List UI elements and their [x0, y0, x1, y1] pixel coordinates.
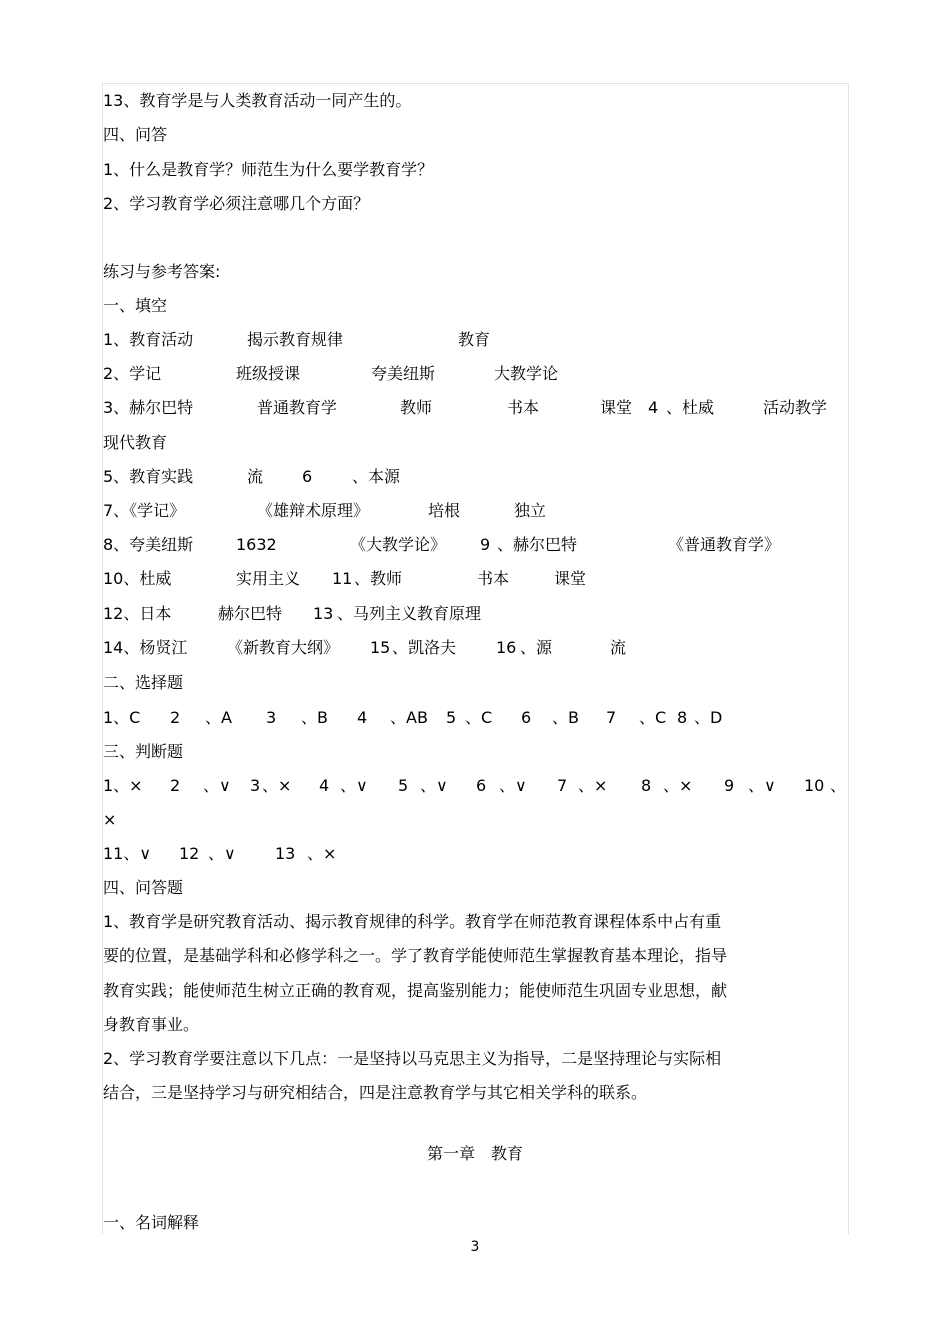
- qa-question-2: 2、学习教育学必须注意哪几个方面？: [103, 194, 370, 213]
- fill-item: 2、学记: [103, 364, 162, 383]
- judge-item: 、∨: [208, 844, 236, 863]
- fill-item: 、本源: [352, 467, 401, 486]
- judge-item: 、: [830, 776, 847, 795]
- fill-heading: 一、填空: [103, 296, 168, 315]
- qa-answer-paragraph-1: 教育实践；能使师范生树立正确的教育观，提高鉴别能力；能使师范生巩固专业思想，献: [103, 981, 728, 1000]
- qa-answer-paragraph-1: 要的位置，是基础学科和必修学科之一。学了教育学能使师范生掌握教育基本理论，指导: [103, 946, 728, 965]
- judge-item: 、×: [663, 776, 693, 795]
- choice-item: 、C: [465, 708, 493, 727]
- judge-item: 、∨: [420, 776, 448, 795]
- fill-item: 12、日本: [103, 604, 172, 623]
- fill-item: 、马列主义教育原理: [337, 604, 482, 623]
- qa-question-1: 1、什么是教育学？师范生为什么要学教育学？: [103, 160, 434, 179]
- judge-item: 5: [398, 776, 409, 795]
- fill-item: 、杜威: [666, 398, 715, 417]
- fill-item: 《雄辩术原理》: [257, 501, 370, 520]
- judge-item: 、×: [307, 844, 337, 863]
- choice-heading: 二、选择题: [103, 673, 184, 692]
- fill-item: 课堂: [600, 398, 633, 417]
- fill-item: 流: [247, 467, 264, 486]
- qa-answer-paragraph-2: 结合，三是坚持学习与研究相结合，四是注意教育学与其它相关学科的联系。: [103, 1083, 648, 1102]
- fill-item: 班级授课: [236, 364, 301, 383]
- fill-item: 3、赫尔巴特: [103, 398, 194, 417]
- qa-answers-heading: 四、问答题: [103, 878, 184, 897]
- choice-item: 、B: [301, 708, 328, 727]
- frame-top-border: [102, 83, 849, 84]
- fill-item: 1、教育活动: [103, 330, 194, 349]
- judge-item: 12: [179, 844, 200, 863]
- choice-item: 6: [521, 708, 532, 727]
- fill-item: 《新教育大纲》: [227, 638, 340, 657]
- fill-item: 、赫尔巴特: [497, 535, 578, 554]
- judge-item: 、×: [262, 776, 292, 795]
- fill-item: 6: [302, 467, 313, 486]
- fill-item: 1632: [236, 535, 277, 554]
- question-13: 13、教育学是与人类教育活动一同产生的。: [103, 91, 412, 110]
- fill-item: 15: [370, 638, 391, 657]
- judge-item: 、∨: [340, 776, 368, 795]
- fill-item: 16: [496, 638, 517, 657]
- qa-answer-paragraph-2: 2、学习教育学要注意以下几点：一是坚持以马克思主义为指导，二是坚持理论与实际相: [103, 1049, 722, 1068]
- fill-item: 8、夸美纽斯: [103, 535, 194, 554]
- fill-item: 流: [610, 638, 627, 657]
- fill-item: 普通教育学: [257, 398, 338, 417]
- judge-item: 6: [476, 776, 487, 795]
- judge-item: 、∨: [748, 776, 776, 795]
- fill-item: 培根: [428, 501, 461, 520]
- choice-item: 3: [266, 708, 277, 727]
- fill-item: 、凯洛夫: [392, 638, 457, 657]
- choice-item: 2: [170, 708, 181, 727]
- fill-item: 大教学论: [494, 364, 559, 383]
- fill-item: 独立: [514, 501, 547, 520]
- judge-item: 2: [170, 776, 181, 795]
- next-section-heading: 一、名词解释: [103, 1213, 200, 1232]
- judge-heading: 三、判断题: [103, 742, 184, 761]
- choice-item: 、A: [205, 708, 232, 727]
- section-heading-qa: 四、问答: [103, 125, 168, 144]
- answers-heading: 练习与参考答案:: [103, 262, 221, 281]
- page-number: 3: [470, 1239, 480, 1255]
- fill-item: 、源: [520, 638, 553, 657]
- fill-item: 实用主义: [236, 569, 301, 588]
- judge-item: 9: [724, 776, 735, 795]
- fill-row-3-continued: 现代教育: [103, 433, 168, 452]
- choice-item: 5: [446, 708, 457, 727]
- choice-item: 、B: [552, 708, 579, 727]
- judge-item: 8: [641, 776, 652, 795]
- frame-right-border: [848, 83, 849, 1234]
- fill-item: 11: [332, 569, 353, 588]
- qa-answer-paragraph-1: 1、教育学是研究教育活动、揭示教育规律的科学。教育学在师范教育课程体系中占有重: [103, 912, 722, 931]
- fill-item: 5、教育实践: [103, 467, 194, 486]
- fill-item: 夸美纽斯: [371, 364, 436, 383]
- fill-item: 课堂: [554, 569, 587, 588]
- judge-item: 7: [557, 776, 568, 795]
- fill-item: 《大教学论》: [350, 535, 447, 554]
- choice-item: 4: [357, 708, 368, 727]
- choice-item: 7: [606, 708, 617, 727]
- judge-item: 3: [250, 776, 261, 795]
- choice-item: 、C: [639, 708, 667, 727]
- judge-item: 11、∨: [103, 844, 152, 863]
- choice-item: 1、C: [103, 708, 141, 727]
- fill-item: 14、杨贤江: [103, 638, 188, 657]
- fill-item: 揭示教育规律: [247, 330, 344, 349]
- judge-item: 、∨: [499, 776, 527, 795]
- fill-item: 活动教学: [763, 398, 828, 417]
- fill-item: 13: [313, 604, 334, 623]
- fill-item: 4: [648, 398, 659, 417]
- choice-item: 、AB: [390, 708, 428, 727]
- fill-item: 赫尔巴特: [218, 604, 283, 623]
- judge-item: 、×: [578, 776, 608, 795]
- choice-item: 8: [677, 708, 688, 727]
- fill-item: 10、杜威: [103, 569, 172, 588]
- judge-item: 10: [804, 776, 825, 795]
- chapter-title: 第一章 教育: [426, 1144, 523, 1163]
- judge-item: 4: [319, 776, 330, 795]
- fill-item: 《普通教育学》: [668, 535, 781, 554]
- fill-item: 9: [480, 535, 491, 554]
- fill-item: 教师: [400, 398, 433, 417]
- fill-item: 教育: [458, 330, 491, 349]
- judge-item: 、∨: [203, 776, 231, 795]
- fill-item: 书本: [477, 569, 510, 588]
- fill-item: 7、《学记》: [103, 501, 186, 520]
- judge-answers-line-2: ×: [103, 810, 117, 829]
- choice-item: 、D: [694, 708, 723, 727]
- fill-item: 、教师: [354, 569, 403, 588]
- fill-item: 书本: [507, 398, 540, 417]
- judge-item: 1、×: [103, 776, 143, 795]
- qa-answer-paragraph-1: 身教育事业。: [103, 1015, 200, 1034]
- judge-item: 13: [275, 844, 296, 863]
